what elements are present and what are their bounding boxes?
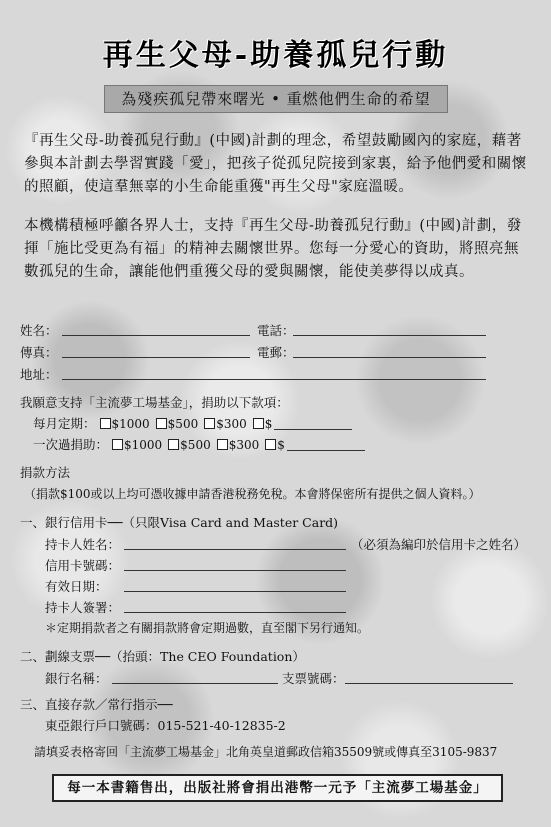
once-500-checkbox[interactable] [168, 439, 179, 450]
fax-label: 傳真： [20, 345, 58, 360]
amount-label: $500 [167, 417, 199, 431]
credit-card-heading: 一、銀行信用卡──（只限Visa Card and Master Card) [20, 515, 339, 530]
once-other-checkbox[interactable] [265, 439, 276, 450]
monthly-other-checkbox[interactable] [253, 418, 264, 429]
amount-label: $300 [216, 417, 247, 431]
email-field[interactable] [293, 357, 486, 358]
address-label: 地址： [20, 367, 58, 382]
amount-label: $500 [180, 438, 211, 452]
bank-name-field[interactable] [112, 683, 278, 684]
once-300-checkbox[interactable] [217, 439, 228, 450]
card-holder-label: 持卡人姓名： [45, 537, 121, 552]
bank-name-label: 銀行名稱： [45, 671, 108, 686]
amount-label: $1000 [111, 417, 150, 431]
monthly-300-checkbox[interactable] [204, 418, 215, 429]
amount-label: $ [264, 417, 273, 431]
signature-label: 持卡人簽署： [45, 600, 121, 615]
one-off-label: 一次過捐助： [33, 437, 109, 452]
card-number-label: 信用卡號碼： [45, 558, 121, 573]
name-field[interactable] [62, 335, 250, 336]
fax-field[interactable] [62, 357, 250, 358]
amount-label: $ [277, 438, 285, 452]
payment-heading: 捐款方法 [20, 465, 71, 480]
subtitle-banner: 為殘疾孤兒帶來曙光 • 重燃他們生命的希望 [104, 85, 448, 113]
page-title: 再生父母-助養孤兒行動 [102, 38, 449, 73]
direct-deposit-heading: 三、直接存款／常行指示── [20, 697, 173, 712]
donation-intro: 我願意支持「主流夢工場基金」，捐助以下款項： [20, 395, 289, 410]
return-instructions: 請填妥表格寄回「主流夢工場基金」北角英皇道郵政信箱35509號或傳真至3105-9837 [34, 745, 498, 759]
monthly-donation-row [33, 414, 352, 432]
expiry-field[interactable] [124, 591, 346, 592]
monthly-other-amount-field[interactable] [274, 419, 352, 430]
monthly-label: 每月定期： [33, 416, 96, 431]
amount-label: $300 [228, 438, 260, 452]
card-number-field[interactable] [124, 570, 346, 571]
amount-label: $1000 [124, 438, 163, 452]
monthly-500-checkbox[interactable] [156, 418, 167, 429]
recurring-notice: ＊定期捐款者之有關捐款將會定期過數，直至閣下另行通知。 [45, 621, 370, 635]
intro-paragraph: 『再生父母-助養孤兒行動』(中國)計劃的理念，希望鼓勵國內的家庭，藉著參與本計劃去學習實踐「愛」，把孩子從孤兒院接到家裏，給予他們愛和關懷的照顧，使這羣無辜的小生命能重獲"再生父母"家庭溫暖。 [24, 133, 527, 195]
bank-account-number: 東亞銀行戶口號碼：015-521-40-12835-2 [45, 718, 286, 733]
one-off-donation-row [33, 435, 365, 453]
once-other-amount-field[interactable] [287, 440, 365, 451]
card-holder-note: （必須為編印於信用卡之姓名） [351, 537, 527, 552]
footer-banner: 每一本書籍售出，出版社將會捐出港幣一元予「主流夢工場基金」 [52, 774, 503, 802]
email-label: 電郵： [257, 345, 295, 360]
cheque-number-field[interactable] [345, 683, 513, 684]
appeal-paragraph: 本機構積極呼籲各界人士，支持『再生父母-助養孤兒行動』(中國)計劃，發揮「施比受更為有福」的精神去關懷世界。您每一分愛心的資助，將照亮無數孤兒的生命，讓能他們重獲父母的愛與關懷，能使美夢得以成真。 [24, 218, 522, 280]
monthly-1000-checkbox[interactable] [100, 418, 111, 429]
once-1000-checkbox[interactable] [112, 439, 123, 450]
cheque-heading: 二、劃線支票──（抬頭：The CEO Foundation） [20, 649, 305, 664]
expiry-label: 有效日期： [45, 579, 108, 594]
cheque-number-label: 支票號碼： [282, 671, 345, 686]
phone-label: 電話： [257, 323, 295, 338]
tax-note: （捐款$100或以上均可憑收據申請香港稅務免稅。本會將保密所有提供之個人資料。） [24, 487, 481, 501]
address-field[interactable] [62, 379, 486, 380]
name-label: 姓名： [20, 323, 58, 338]
phone-field[interactable] [293, 335, 486, 336]
card-holder-field[interactable] [124, 549, 346, 550]
signature-field[interactable] [124, 612, 346, 613]
